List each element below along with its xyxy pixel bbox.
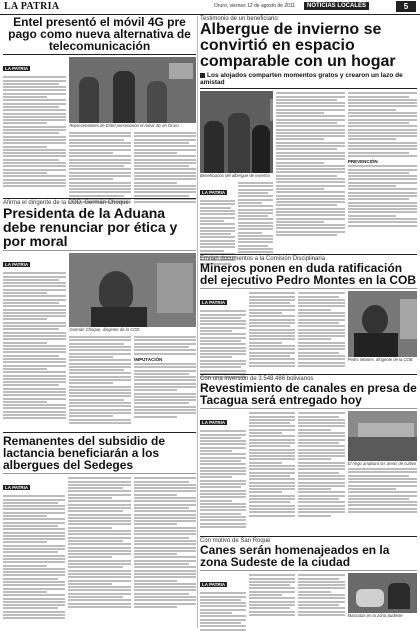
- headline-canes: Canes serán homenajeados en la zona Sudeste de la ciudad: [200, 543, 390, 569]
- column-divider: [197, 16, 198, 628]
- right-column: [200, 16, 417, 628]
- story-albergue: [200, 16, 417, 252]
- story-lactancia: [3, 432, 196, 628]
- photo-montes: [348, 291, 417, 357]
- byline: LA PATRIA: [202, 420, 226, 425]
- byline: LA PATRIA: [5, 66, 29, 71]
- headline-entel: Entel presentó el móvil 4G pre pago como nueva alternativa de telecomunicación: [8, 15, 191, 53]
- byline: LA PATRIA: [202, 582, 226, 587]
- byline: LA PATRIA: [5, 485, 29, 490]
- deck-text: Los alojados comparten momentos gratos y crearon un lazo de amistad: [200, 72, 403, 86]
- photo-albergue: [200, 91, 273, 173]
- kicker-albergue: Testimonio de un beneficiario:: [200, 16, 280, 22]
- photo-entel: [69, 57, 196, 123]
- story-canes: [200, 536, 417, 628]
- story-entel: [3, 16, 196, 196]
- byline: LA PATRIA: [202, 300, 226, 305]
- kicker-aduana: Afirma el dirigente de la COD, Germán Choque:: [3, 200, 131, 206]
- issue-date: Oruro, viernes 12 de agosto de 2011: [214, 3, 296, 9]
- left-column: [3, 16, 196, 628]
- headline-mineros: Mineros ponen en duda ratificación del ejecutivo Pedro Montes en la COB: [200, 261, 417, 287]
- page-number: 5: [396, 1, 416, 12]
- kicker-tacagua: Con una inversión de 3.548.486 bolivianos: [200, 376, 314, 382]
- kicker-canes: Con motivo de San Roque: [200, 538, 271, 544]
- headline-albergue: Albergue de invierno se convirtió en espacio comparable con un hogar: [200, 21, 396, 70]
- caption-choque: Germán Choque, dirigente de la COD: [69, 327, 140, 332]
- byline: LA PATRIA: [202, 189, 226, 195]
- byline: LA PATRIA: [5, 262, 29, 267]
- masthead: [0, 0, 420, 15]
- newspaper-logo: LA PATRIA: [4, 1, 60, 12]
- caption-tacagua: El riego ampliará las áreas de cultivo: [347, 461, 417, 466]
- headline-aduana: Presidenta de la Aduana debe renunciar por ética y por moral: [3, 205, 178, 249]
- caption-canes: Mascotas en la zona Sudeste: [347, 613, 403, 618]
- caption-montes: Pedro Montes, dirigente de la COB: [347, 357, 413, 362]
- section-name: NOTICIAS LOCALES: [304, 2, 369, 10]
- deck-albergue: [200, 72, 417, 86]
- story-aduana: [3, 198, 196, 430]
- bullet-square-icon: [200, 73, 205, 78]
- photo-canes: [348, 573, 417, 613]
- photo-tacagua: [348, 411, 417, 461]
- caption-entel: Representantes de Entel presentaron el móvil 4G en Oruro: [69, 123, 179, 128]
- caption-albergue: Beneficiarios del albergue de invierno: [200, 173, 270, 178]
- story-mineros: [200, 254, 417, 372]
- headline-lactancia: Remanentes del subsidio de lactancia beneficiarán a los albergues del Sedeges: [3, 434, 166, 472]
- headline-tacagua: Revestimiento de canales en presa de Tacagua será entregado hoy: [200, 381, 417, 407]
- photo-choque: [69, 253, 196, 327]
- story-tacagua: [200, 374, 417, 534]
- subhead-prevencion: PREVENCIÓN: [347, 158, 378, 164]
- kicker-mineros: Envían documentos a la Comisión Disciplinaria: [200, 256, 326, 262]
- subhead-imputacion: IMPUTACIÓN: [134, 356, 163, 362]
